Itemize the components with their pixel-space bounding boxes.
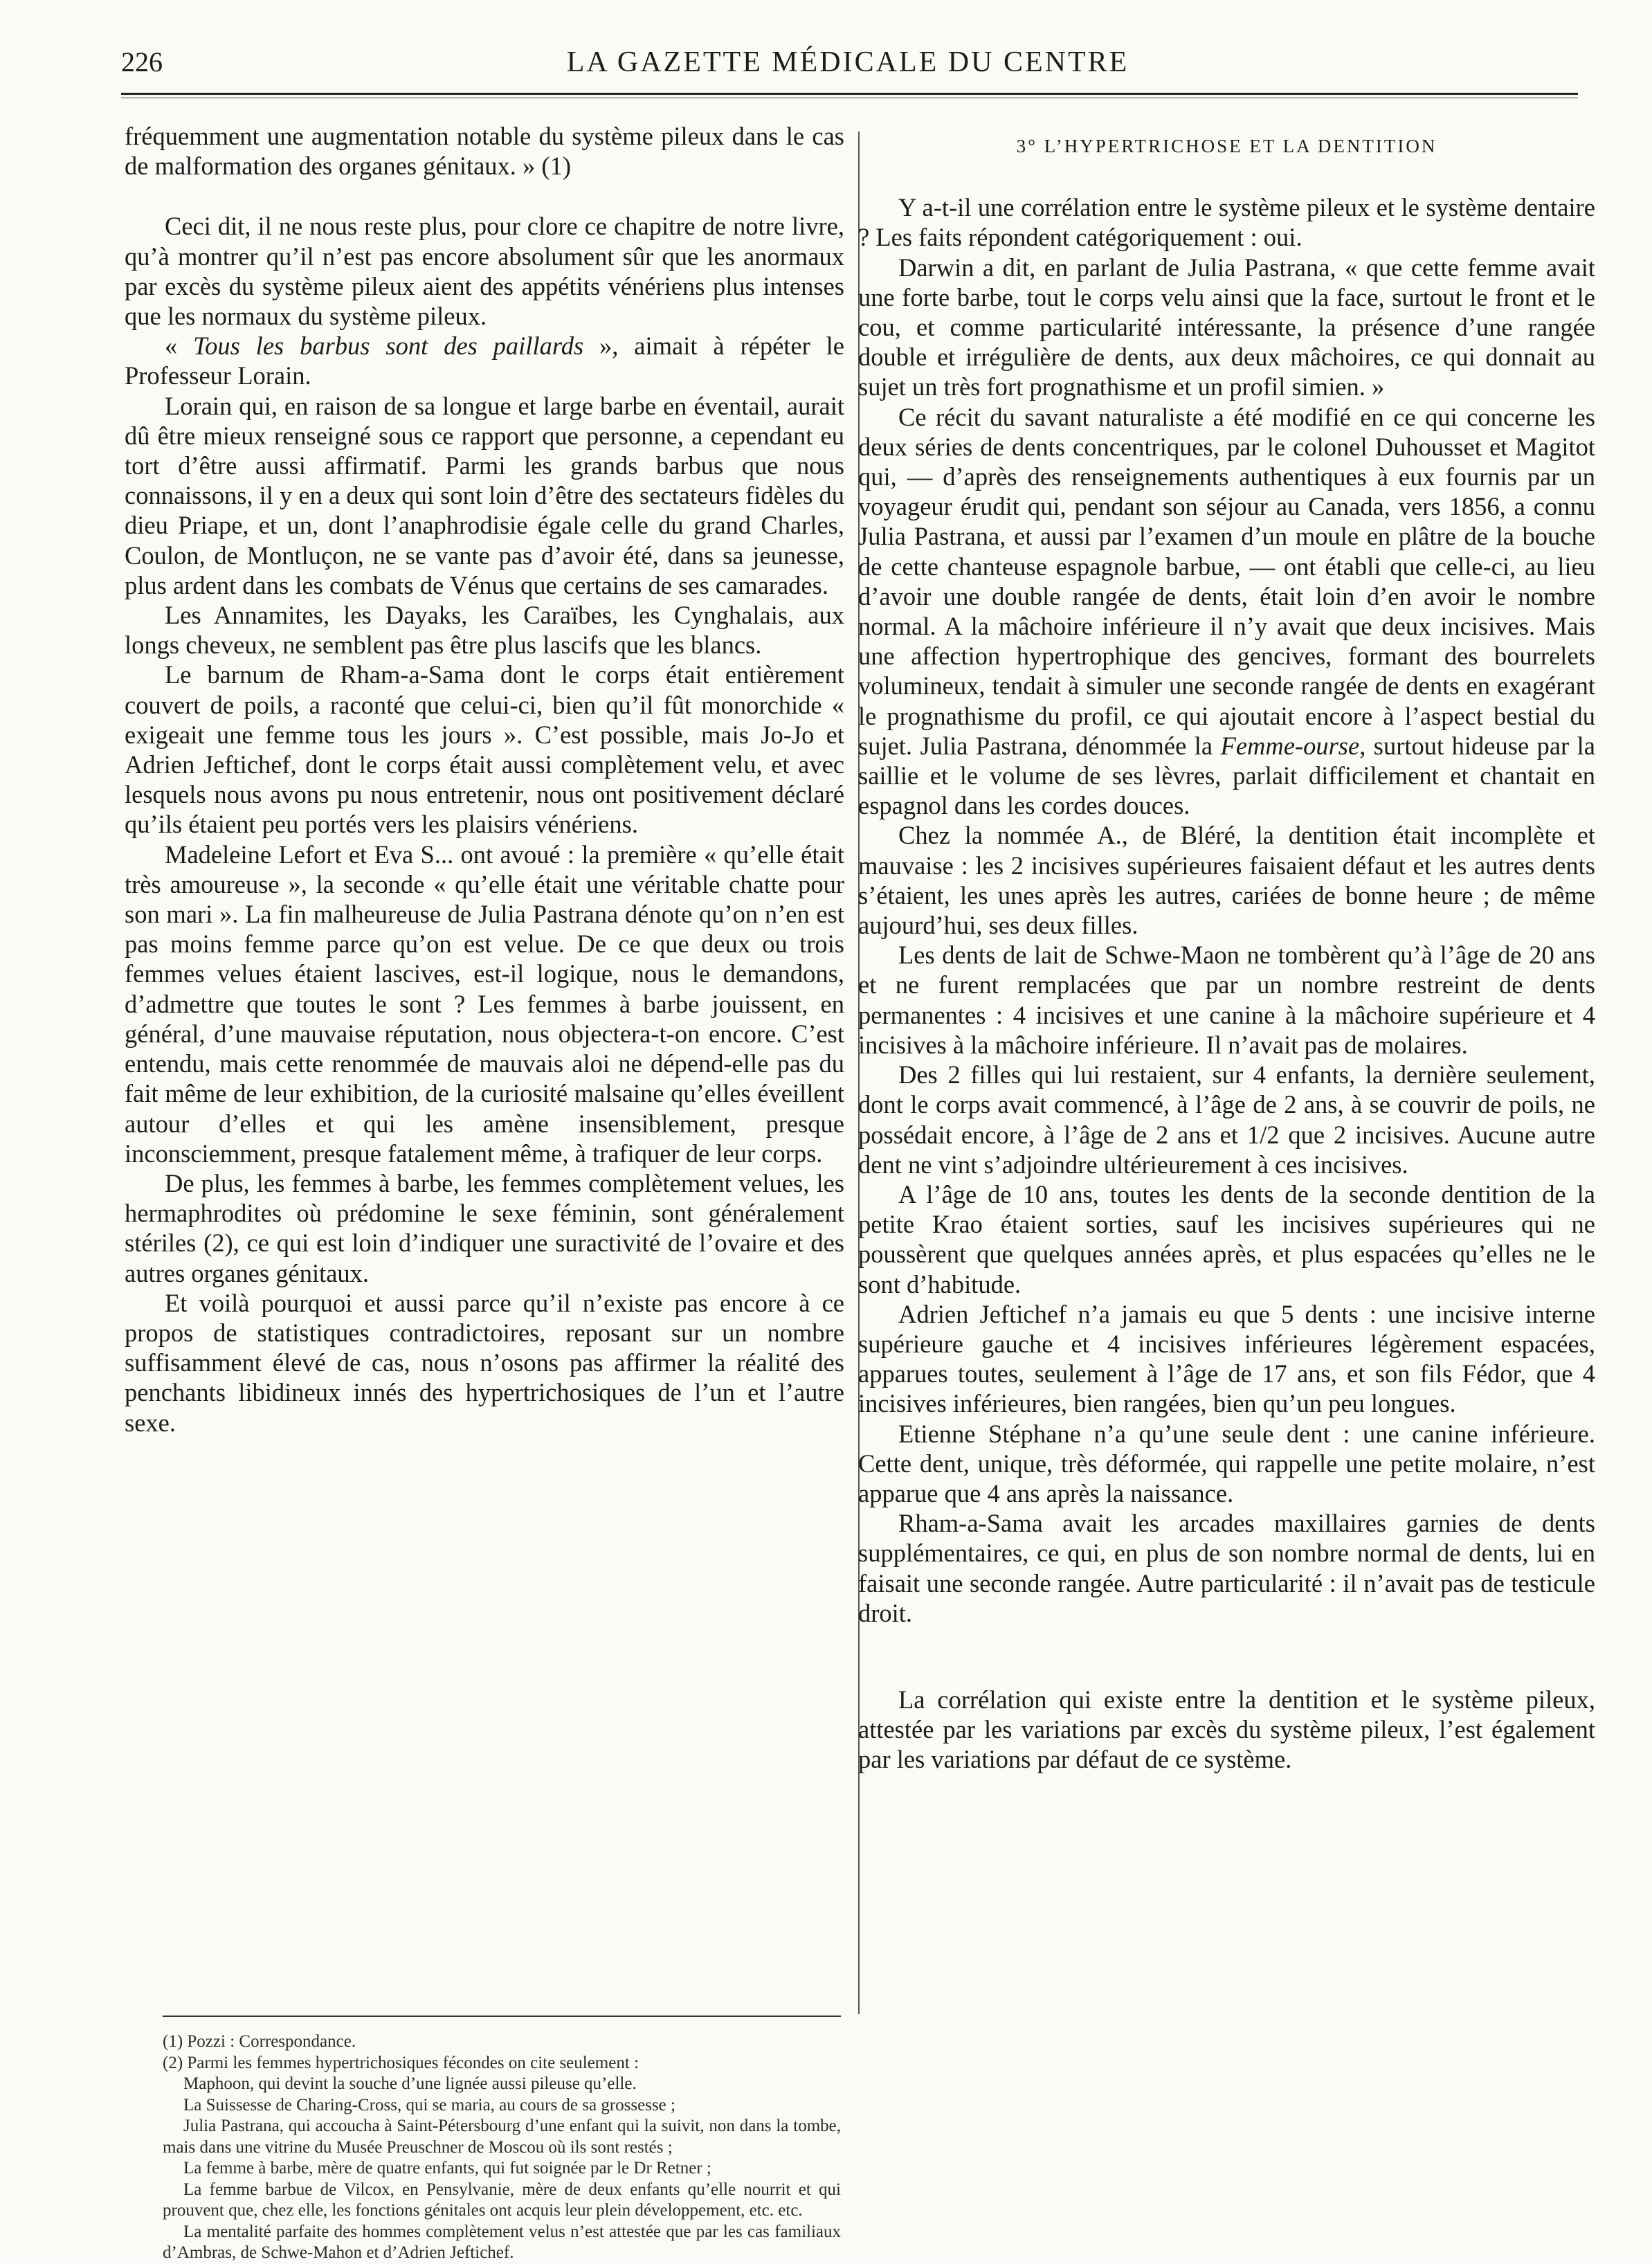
paragraph: Des 2 filles qui lui restaient, sur 4 enfants, la dernière seulement, dont le corps avait commencé, à l’âge de 2 ans, à se couvrir de poils, ne possédait encore, à l’âge de 2 ans et 1/2 que 2 incisives. Aucune autre dent ne vint s’adjoindre ultérieurement à ces incisives.: [858, 1060, 1595, 1179]
page-number: 226: [121, 46, 163, 78]
footnote: (1) Pozzi : Correspondance.: [163, 2032, 356, 2051]
footnote: La mentalité parfaite des hommes complètement velus n’est attestée que par les cas familiaux d’Ambras, de Schwe-Mahon et d’Adrien Jeftichef.: [163, 2222, 841, 2262]
paragraph: Et voilà pourquoi et aussi parce qu’il n’existe pas encore à ce propos de statistiques contradictoires, reposant sur un nombre suffisamment élevé de cas, nous n’osons pas affirmer la réalité des penchants libidineux innés des hypertrichosiques de l’un et l’autre sexe.: [125, 1288, 844, 1437]
paragraph: De plus, les femmes à barbe, les femmes complètement velues, les hermaphrodites où prédomine le sexe féminin, sont généralement stériles (2), ce qui est loin d’indiquer une suractivité de l’ovaire et des autres organes génitaux.: [125, 1168, 844, 1287]
paragraph: Ce récit du savant naturaliste a été modifié en ce qui concerne les deux séries de dents concentriques, par le colonel Duhousset et Magitot qui, — d’après des renseignements authentiques à eux fournis par un voyageur érudit qui, pendant son séjour au Canada, vers 1856, a connu Julia Pastrana, et aussi par l’examen d’un moule en plâtre de la bouche de cette chanteuse espagnole barbue, — ont établi que celle-ci, au lieu d’avoir une double rangée de dents, était loin d’en avoir le nombre normal. A la mâchoire inférieure il n’y avait que deux incisives. Mais une affection hypertrophique des gencives, formant des bourrelets volumineux, tendait à simuler une seconde rangée de dents en exagérant le prognathisme du profil, ce qui ajoutait encore à l’aspect bestial du sujet. Julia Pastrana, dénommée la Femme-ourse, surtout hideuse par la saillie et le volume de ses lèvres, parlait difficilement et chantait en espagnol dans les cordes douces.: [858, 402, 1595, 820]
paragraph: Madeleine Lefort et Eva S... ont avoué : la première « qu’elle était très amoureuse », la seconde « qu’elle était une véritable chatte pour son mari ». La fin malheureuse de Julia Pastrana dénote qu’on n’en est pas moins femme parce qu’on est velue. De ce que deux ou trois femmes velues étaient lascives, est-il logique, nous le demandons, d’admettre que toutes le sont ? Les femmes à barbe jouissent, en général, d’une mauvaise réputation, nous objectera-t-on encore. C’est entendu, mais cette renommée de mauvais aloi ne dépend-elle pas du fait même de leur exhibition, de la curiosité malsaine qu’elles éveillent autour d’elles et qui les amène insensiblement, presque inconsciemment, presque fatalement même, à trafiquer de leur corps.: [125, 840, 844, 1168]
footnotes: [163, 2031, 841, 2264]
paragraph: Chez la nommée A., de Bléré, la dentition était incomplète et mauvaise : les 2 incisives supérieures faisaient défaut et les autres dents s’étaient, les unes après les autres, cariées de bonne heure ; de même aujourd’hui, ses deux filles.: [858, 821, 1595, 940]
footnote: La femme barbue de Vilcox, en Pensylvanie, mère de deux enfants qu’elle nourrit et qui prouvent que, chez elle, les fonctions génitales ont acquis leur plein développement, etc. etc.: [163, 2180, 841, 2220]
left-column: [125, 121, 844, 1438]
paragraph: Rham-a-Sama avait les arcades maxillaires garnies de dents supplémentaires, ce qui, en plus de son nombre normal de dents, lui en faisait une seconde rangée. Autre particularité : il n’avait pas de testicule droit.: [858, 1509, 1595, 1627]
paragraph: Adrien Jeftichef n’a jamais eu que 5 dents : une incisive interne supérieure gauche et 4 incisives inférieures légèrement espacées, apparues toutes, seulement à l’âge de 17 ans, et son fils Fédor, que 4 incisives inférieures, bien rangées, bien qu’un peu longues.: [858, 1299, 1595, 1418]
paragraph: Les Annamites, les Dayaks, les Caraïbes, les Cynghalais, aux longs cheveux, ne semblent pas être plus lascifs que les blancs.: [125, 601, 844, 660]
paragraph: Ceci dit, il ne nous reste plus, pour clore ce chapitre de notre livre, qu’à montrer qu’il n’est pas encore absolument sûr que les anormaux par excès du système pileux aient des appétits vénériens plus intenses que les normaux du système pileux.: [125, 212, 844, 331]
paragraph: Le barnum de Rham-a-Sama dont le corps était entièrement couvert de poils, a raconté que celui-ci, bien qu’il fût monorchide « exigeait une femme tous les jours ». C’est possible, mais Jo-Jo et Adrien Jeftichef, dont le corps était aussi complètement velu, et avec lesquels nous avons pu nous entretenir, nous ont positivement déclaré qu’ils étaient peu portés vers les plaisirs vénériens.: [125, 660, 844, 839]
paragraph: Lorain qui, en raison de sa longue et large barbe en éventail, aurait dû être mieux renseigné sous ce rapport que personne, a cependant eu tort d’être aussi affirmatif. Parmi les grands barbus que nous connaissons, il y en a deux qui sont loin d’être des sectateurs fidèles du dieu Priape, et un, dont l’anaphrodisie égale celle du grand Charles, Coulon, de Montluçon, ne se vante pas d’avoir été, dans sa jeunesse, plus ardent dans les combats de Vénus que certains de ses camarades.: [125, 391, 845, 599]
paragraph: A l’âge de 10 ans, toutes les dents de la seconde dentition de la petite Krao étaient sorties, sauf les incisives supérieures qui ne poussèrent que quelques années après, et plus espacées qu’elles ne le sont d’habitude.: [858, 1179, 1595, 1298]
paragraph-gap: [125, 181, 844, 211]
footnote-rule: [163, 2016, 841, 2017]
paragraph: fréquemment une augmentation notable du système pileux dans le cas de malformation des organes génitaux. » (1): [125, 122, 844, 181]
header-rule: [121, 93, 1578, 95]
section-title: 3° L’HYPERTRICHOSE ET LA DENTITION: [1016, 136, 1437, 156]
paragraph: Darwin a dit, en parlant de Julia Pastrana, « que cette femme avait une forte barbe, tout le corps velu ainsi que la face, surtout le front et le cou, et comme particularité intéressante, la présence d’une rangée double et irrégulière de dents, aux deux mâchoires, ce qui donnait au sujet un très fort prognathisme et un profil simien. »: [858, 253, 1595, 401]
footnote: Julia Pastrana, qui accoucha à Saint-Pétersbourg d’une enfant qui la suivit, non dans la tombe, mais dans une vitrine du Musée Preuschner de Moscou où ils sont restés ;: [163, 2117, 841, 2157]
footnote: La femme à barbe, mère de quatre enfants, qui fut soignée par le Dr Retner ;: [183, 2159, 711, 2177]
paragraph: « Tous les barbus sont des paillards », aimait à répéter le Professeur Lorain.: [125, 332, 845, 390]
paragraph: Y a-t-il une corrélation entre le système pileux et le système dentaire ? Les faits répondent catégoriquement : oui.: [858, 193, 1595, 252]
footnote: La Suissesse de Charing-Cross, qui se maria, au cours de sa grossesse ;: [183, 2095, 675, 2114]
page-header: [121, 40, 1574, 82]
paragraph: Etienne Stéphane n’a qu’une seule dent : une canine inférieure. Cette dent, unique, très déformée, qui rappelle une petite molaire, n’est apparue que 4 ans après la naissance.: [858, 1419, 1595, 1507]
footnote: Maphoon, qui devint la souche d’une lignée aussi pileuse qu’elle.: [183, 2074, 637, 2093]
paragraph-gap: [858, 1628, 1595, 1685]
running-title: LA GAZETTE MÉDICALE DU CENTRE: [566, 46, 1129, 78]
paragraph: La corrélation qui existe entre la dentition et le système pileux, attestée par les variations par excès du système pileux, l’est également par les variations par défaut de ce système.: [858, 1685, 1595, 1774]
footnote: (2) Parmi les femmes hypertrichosiques fécondes on cite seulement :: [163, 2053, 639, 2072]
paragraph: Les dents de lait de Schwe-Maon ne tombèrent qu’à l’âge de 20 ans et ne furent remplacées que par un nombre restreint de dents permanentes : 4 incisives et une canine à la mâchoire supérieure et 4 incisives à la mâchoire inférieure. Il n’avait pas de molaires.: [858, 941, 1595, 1059]
right-column: [858, 125, 1595, 1775]
